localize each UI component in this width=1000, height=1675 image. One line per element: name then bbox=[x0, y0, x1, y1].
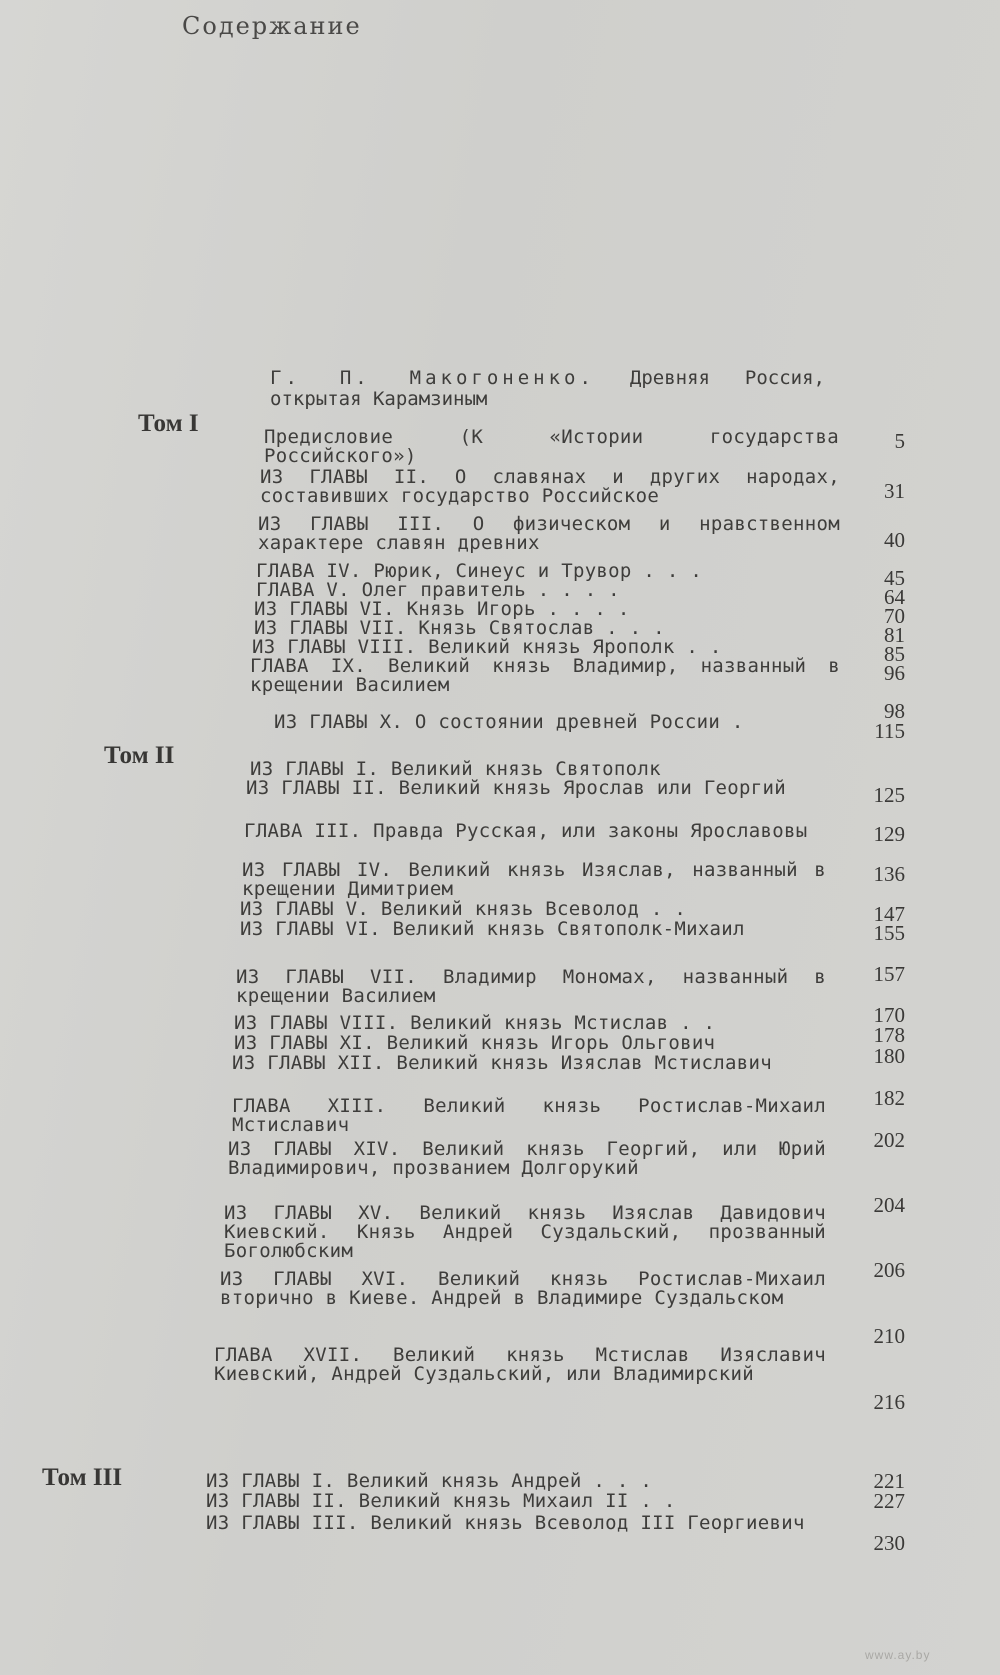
toc-page-number: 98 bbox=[884, 699, 905, 723]
toc-entry: ИЗ ГЛАВЫ XI. Великий князь Игорь Ольгович bbox=[234, 1032, 716, 1054]
volume-label-2: Том II bbox=[104, 742, 175, 769]
toc-entry: ИЗ ГЛАВЫ XV. Великий князь Изяслав Давидович Киевский. Князь Андрей Суздальский, прозванный Боголюбским bbox=[224, 1202, 826, 1262]
toc-page-number: 31 bbox=[884, 479, 905, 503]
toc-page-number: 115 bbox=[874, 719, 905, 743]
toc-entry: ГЛАВА XVII. Великий князь Мстислав Изяславич Киевский, Андрей Суздальский, или Владимирский bbox=[214, 1344, 826, 1385]
watermark: www.ay.by bbox=[865, 1648, 931, 1662]
toc-page-number: 204 bbox=[873, 1193, 905, 1217]
toc-entry: ИЗ ГЛАВЫ VII. Владимир Мономах, названный в крещении Василием bbox=[236, 966, 826, 1007]
toc-page-number: 96 bbox=[884, 661, 905, 685]
toc-entry: ГЛАВА IX. Великий князь Владимир, названный в крещении Василием bbox=[250, 655, 840, 696]
toc-entry: ИЗ ГЛАВЫ II. Великий князь Ярослав или Георгий bbox=[246, 777, 786, 799]
toc-page-number: 157 bbox=[873, 962, 905, 986]
toc-entry: ИЗ ГЛАВЫ II. О славянах и других народах, составивших государство Российское bbox=[260, 466, 840, 507]
toc-entry: ИЗ ГЛАВЫ X. О состоянии древней России . bbox=[274, 711, 744, 733]
toc-entry: ИЗ ГЛАВЫ VIII. Великий князь Ярополк . . bbox=[252, 636, 722, 658]
toc-page-number: 125 bbox=[873, 783, 905, 807]
toc-entry: ГЛАВА III. Правда Русская, или законы Ярославовы bbox=[244, 820, 808, 842]
toc-entry: ИЗ ГЛАВЫ I. Великий князь Святополк bbox=[250, 758, 661, 780]
toc-entry: Предисловие (К «Истории государства Российского») bbox=[264, 426, 839, 467]
toc-page-number: 40 bbox=[884, 528, 905, 552]
toc-entry: ИЗ ГЛАВЫ VII. Князь Святослав . . . bbox=[254, 617, 665, 639]
toc-entry: ГЛАВА IV. Рюрик, Синеус и Трувор . . . bbox=[256, 560, 703, 582]
toc-page-number: 81 bbox=[884, 623, 905, 647]
toc-page-number: 155 bbox=[873, 921, 905, 945]
toc-entry: ИЗ ГЛАВЫ IV. Великий князь Изяслав, названный в крещении Димитрием bbox=[242, 859, 826, 900]
toc-entry: ИЗ ГЛАВЫ XII. Великий князь Изяслав Мстиславич bbox=[232, 1052, 772, 1074]
volume-label-3: Том III bbox=[42, 1464, 123, 1491]
toc-entry: ИЗ ГЛАВЫ V. Великий князь Всеволод . . bbox=[240, 898, 687, 920]
toc-page-number: 180 bbox=[873, 1044, 905, 1068]
volume-label-1: Том I bbox=[138, 410, 199, 437]
toc-page-number: 147 bbox=[873, 902, 905, 926]
toc-entry: ГЛАВА XIII. Великий князь Ростислав-Михаил Мстиславич bbox=[232, 1095, 826, 1136]
toc-entry: ИЗ ГЛАВЫ VIII. Великий князь Мстислав . . bbox=[234, 1012, 716, 1034]
toc-page-number: 221 bbox=[873, 1469, 905, 1493]
toc-page-number: 230 bbox=[873, 1531, 905, 1555]
intro-entry bbox=[270, 368, 825, 410]
intro-author: Г. П. Макогоненко. bbox=[270, 367, 595, 389]
toc-page-number: 202 bbox=[873, 1128, 905, 1152]
toc-page-number: 136 bbox=[873, 862, 905, 886]
toc-entry: ИЗ ГЛАВЫ I. Великий князь Андрей . . . bbox=[206, 1470, 653, 1492]
toc-entry: ГЛАВА V. Олег правитель . . . . bbox=[256, 579, 620, 601]
toc-page-number: 178 bbox=[873, 1023, 905, 1047]
toc-page-number: 182 bbox=[873, 1086, 905, 1110]
contents-header: Содержание bbox=[182, 12, 362, 40]
toc-page-number: 70 bbox=[884, 604, 905, 628]
toc-page-number: 129 bbox=[873, 822, 905, 846]
toc-page-number: 64 bbox=[884, 585, 905, 609]
toc-page-number: 210 bbox=[873, 1324, 905, 1348]
intro-title: Древняя Россия, открытая Карамзиным bbox=[270, 367, 825, 410]
toc-entry: ИЗ ГЛАВЫ VI. Великий князь Святополк-Михаил bbox=[240, 918, 745, 940]
toc-page-number: 170 bbox=[873, 1003, 905, 1027]
toc-entry: ИЗ ГЛАВЫ XIV. Великий князь Георгий, или Юрий Владимирович, прозванием Долгорукий bbox=[228, 1138, 826, 1179]
toc-entry: ИЗ ГЛАВЫ III. Великий князь Всеволод III Георгиевич bbox=[206, 1512, 805, 1534]
toc-page-number: 206 bbox=[873, 1258, 905, 1282]
toc-page-number: 216 bbox=[873, 1390, 905, 1414]
toc-entry: ИЗ ГЛАВЫ VI. Князь Игорь . . . . bbox=[254, 598, 630, 620]
toc-page-number: 5 bbox=[894, 429, 905, 453]
toc-entry: ИЗ ГЛАВЫ II. Великий князь Михаил II . . bbox=[206, 1490, 676, 1512]
toc-entry: ИЗ ГЛАВЫ III. О физическом и нравственном характере славян древних bbox=[258, 513, 840, 554]
toc-page-number: 85 bbox=[884, 642, 905, 666]
toc-page-number: 45 bbox=[884, 566, 905, 590]
toc-entry: ИЗ ГЛАВЫ XVI. Великий князь Ростислав-Михаил вторично в Киеве. Андрей в Владимире Суздальском bbox=[220, 1268, 826, 1309]
toc-page-number: 227 bbox=[873, 1489, 905, 1513]
